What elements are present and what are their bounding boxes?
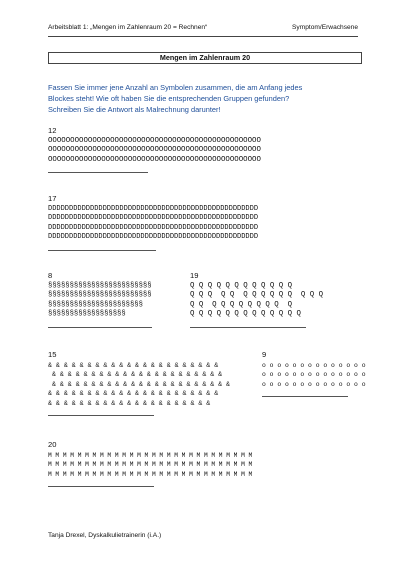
exercise-block-17 xyxy=(48,194,360,251)
symbol-row: o o o o o o o o o o o o o o xyxy=(262,380,366,388)
exercise-block-20 xyxy=(48,440,360,487)
answer-line[interactable] xyxy=(190,327,306,328)
answer-line[interactable] xyxy=(48,172,148,173)
symbol-row: & & & & & & & & & & & & & & & & & & & & & & xyxy=(48,362,219,369)
symbol-row: §§§§§§§§§§§§§§§§§§§§§§§§ xyxy=(48,291,152,300)
symbol-row: M M M M M M M M M M M M M M M M M M M M M M M M M M M M xyxy=(48,452,253,459)
block-number: 19 xyxy=(190,271,199,280)
symbol-row: Q Q Q Q Q Q Q Q Q Q Q Q Q xyxy=(190,310,301,319)
symbol-row: OOOOOOOOOOOOOOOOOOOOOOOOOOOOOOOOOOOOOOOOOOOOOOOO xyxy=(48,155,261,164)
exercise-block-15 xyxy=(48,350,248,416)
exercise-block-12 xyxy=(48,126,360,173)
symbol-row: §§§§§§§§§§§§§§§§§§§§§§ xyxy=(48,300,143,309)
symbol-row: OOOOOOOOOOOOOOOOOOOOOOOOOOOOOOOOOOOOOOOOOOOOOOOO xyxy=(48,137,261,145)
page-title: Mengen im Zahlenraum 20 xyxy=(48,52,362,64)
symbol-row: o o o o o o o o o o o o o o xyxy=(262,371,366,379)
symbol-row: & & & & & & & & & & & & & & & & & & & & & & xyxy=(48,371,223,379)
answer-line[interactable] xyxy=(48,486,154,487)
symbol-row: OOOOOOOOOOOOOOOOOOOOOOOOOOOOOOOOOOOOOOOOOOOOOOOO xyxy=(48,146,261,155)
header-worksheet-title: Arbeitsblatt 1: „Mengen im Zahlenraum 20 = Rechnen“ xyxy=(48,24,208,31)
instruction-line: Blockes steht! Wie oft haben Sie die entsprechenden Gruppen gefunden? xyxy=(48,94,290,103)
block-number: 20 xyxy=(48,440,57,449)
symbol-row: Q Q Q Q Q Q Q Q Q Q Q Q xyxy=(190,282,293,290)
symbol-row: DDDDDDDDDDDDDDDDDDDDDDDDDDDDDDDDDDDDDDDDDDDDDDDDDD xyxy=(48,233,259,242)
instruction-line: Fassen Sie immer jene Anzahl an Symbolen zusammen, die am Anfang jedes xyxy=(48,83,303,92)
page-footer: Tanja Drexel, Dyskalkulietrainerin (i.A.) xyxy=(48,532,162,539)
symbol-row: DDDDDDDDDDDDDDDDDDDDDDDDDDDDDDDDDDDDDDDDDDDDDDDDDD xyxy=(48,205,259,213)
symbol-row: & & & & & & & & & & & & & & & & & & & & & & xyxy=(48,390,219,398)
symbol-row: Q Q Q Q Q Q Q Q Q Q Q xyxy=(190,300,293,309)
block-number: 12 xyxy=(48,126,57,135)
symbol-row: o o o o o o o o o o o o o o xyxy=(262,362,366,369)
instructions xyxy=(48,82,368,115)
symbol-row: §§§§§§§§§§§§§§§§§§§§§§§§ xyxy=(48,282,152,290)
block-number: 9 xyxy=(262,350,267,359)
answer-line[interactable] xyxy=(48,250,156,251)
symbol-row: M M M M M M M M M M M M M M M M M M M M M M M M M M M M xyxy=(48,461,253,469)
symbol-row: DDDDDDDDDDDDDDDDDDDDDDDDDDDDDDDDDDDDDDDDDDDDDDDDDD xyxy=(48,214,259,223)
instruction-line: Schreiben Sie die Antwort als Malrechnung darunter! xyxy=(48,105,221,114)
exercise-block-19 xyxy=(190,271,360,328)
header-audience: Symptom/Erwachsene xyxy=(292,24,358,31)
block-number: 17 xyxy=(48,194,57,203)
symbol-row: & & & & & & & & & & & & & & & & & & & & & & & xyxy=(48,380,231,388)
answer-line[interactable] xyxy=(262,396,348,397)
answer-line[interactable] xyxy=(48,415,154,416)
answer-line[interactable] xyxy=(48,327,152,328)
block-number: 15 xyxy=(48,350,57,359)
exercise-block-8 xyxy=(48,271,178,328)
symbol-row: M M M M M M M M M M M M M M M M M M M M M M M M M M M M xyxy=(48,470,253,478)
symbol-row: Q Q Q Q Q Q Q Q Q Q Q Q Q Q xyxy=(190,291,324,300)
block-number: 8 xyxy=(48,271,53,280)
symbol-row: & & & & & & & & & & & & & & & & & & & & & xyxy=(48,399,211,407)
symbol-row: DDDDDDDDDDDDDDDDDDDDDDDDDDDDDDDDDDDDDDDDDDDDDDDDDD xyxy=(48,223,259,232)
page-header xyxy=(48,22,358,37)
exercise-block-9 xyxy=(262,350,366,397)
symbol-row: §§§§§§§§§§§§§§§§§§ xyxy=(48,310,126,319)
